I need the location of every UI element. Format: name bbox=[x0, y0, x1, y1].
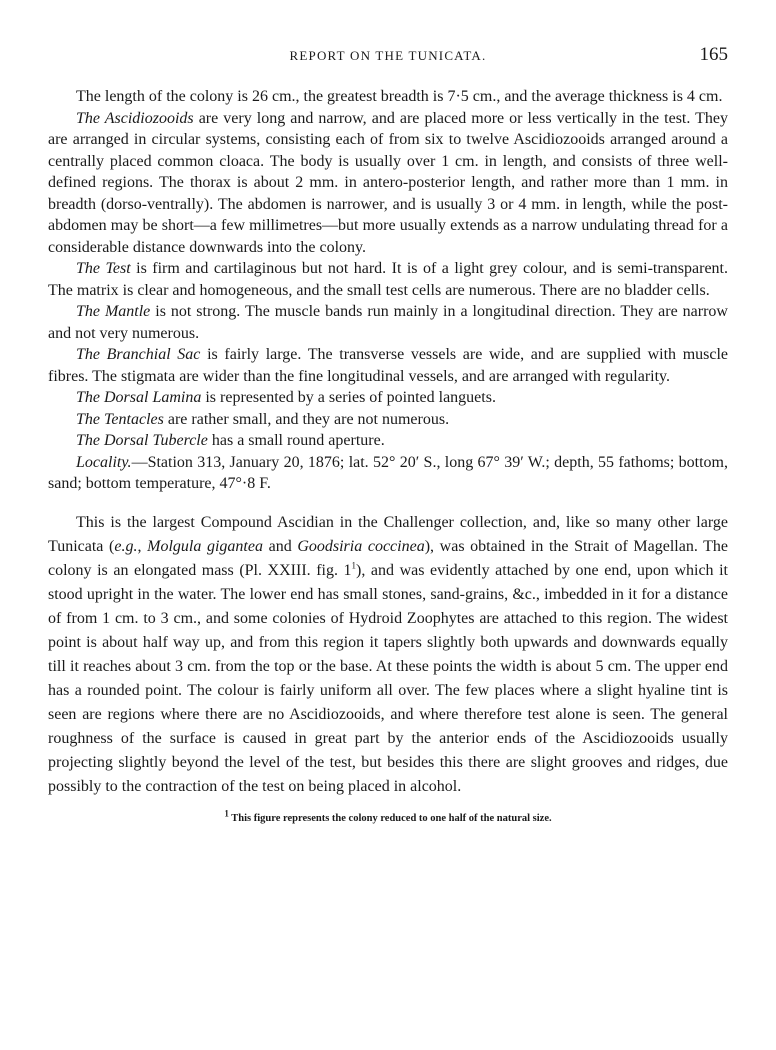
heading-tentacles: The Tentacles bbox=[76, 410, 164, 428]
paragraph-colony-size: The length of the colony is 26 cm., the greatest breadth is 7·5 cm., and the average thickness is 4 cm. bbox=[76, 88, 723, 105]
heading-dorsal-lamina: The Dorsal Lamina bbox=[76, 389, 202, 406]
text-branchial-sac: is fairly large. The transverse vessels are wide, and are supplied with muscle fibres. The stigmata are wider than the fine longitudinal vessels, and are arranged with regularity. bbox=[48, 346, 729, 385]
text-dorsal-lamina: is represented by a series of pointed languets. bbox=[201, 389, 496, 406]
body-text bbox=[48, 86, 728, 824]
text-ascidiozooids: are very long and narrow, and are placed more or less vertically in the test. They are arranged in circular systems, consisting each of from six to twelve Ascidiozooids arranged around a centrally placed common cloaca. The body is usually over 1 cm. in length, and consists of three well-defined regions. The thorax is about 2 mm. in antero-posterior length, and rather more than 1 mm. in breadth (dorso-ventrally). The abdomen is narrower, and is usually 3 or 4 mm. in length, while the post-abdomen may be short—a few millimetres—but more usually extends as a narrow undulating thread for a considerable distance downwards into the colony. bbox=[48, 109, 728, 256]
discussion-text-1: This is the largest Compound Ascidian in the Challenger collection, and, like so many other large Tunicata ( bbox=[48, 513, 728, 555]
page-number: 165 bbox=[699, 44, 728, 65]
paragraph-ascidiozooids bbox=[48, 108, 728, 259]
abbrev-eg: e.g. bbox=[114, 537, 138, 555]
discussion-separator: , bbox=[137, 537, 148, 555]
heading-locality: Locality. bbox=[76, 453, 132, 471]
heading-test: The Test bbox=[76, 260, 131, 277]
discussion-text-3: ), and was evidently attached by one end, upon which it stood upright in the water. The lower end has small stones, sand-grains, &c., imbedded in it for a distance of from 1 cm. to 3 cm., and some colonies of Hydroid Zoophytes are attached to this region. The widest point is about half way up, and from this region it tapers slightly both upwards and downwards equally till it reaches about 3 cm. from the top or the base. At these points the width is about 5 cm. The upper end has a rounded point. The colour is fairly uniform all over. The few places where a slight hyaline tint is seen are regions where there are no Ascidiozooids, and where therefore test alone is seen. The general roughness of the surface is caused in great part by the anterior ends of the Ascidiozooids usually projecting slightly beyond the level of the test, but besides this there are slight grooves and ridges, due possibly to the contraction of the test on being placed in alcohol. bbox=[48, 561, 728, 795]
heading-branchial-sac: The Branchial Sac bbox=[76, 346, 201, 363]
footnote-text: This figure represents the colony reduced to one half of the natural size. bbox=[228, 812, 552, 824]
running-head: REPORT ON THE TUNICATA. bbox=[289, 48, 487, 63]
paragraph-branchial-sac bbox=[48, 344, 728, 387]
paragraph-tentacles bbox=[48, 409, 728, 431]
heading-dorsal-tubercle: The Dorsal Tubercle bbox=[76, 432, 208, 449]
text-dorsal-tubercle: has a small round aperture. bbox=[207, 432, 385, 449]
paragraph-mantle bbox=[48, 301, 728, 344]
species-molgula-gigantea: Molgula gigantea bbox=[147, 537, 263, 555]
paragraph-dorsal-lamina bbox=[48, 387, 728, 409]
discussion-text-2: ), was obtained in the Strait of Magellan. The colony is an elongated mass (Pl. XXIII. fig. 1 bbox=[48, 537, 729, 579]
text-locality: —Station 313, January 20, 1876; lat. 52° 20′ S., long 67° 39′ W.; depth, 55 fathoms; bottom, sand; bottom temperature, 47°·8 F. bbox=[48, 453, 728, 492]
footnote bbox=[48, 808, 728, 824]
paragraph-discussion bbox=[48, 511, 728, 799]
discussion-conjunction: and bbox=[262, 537, 298, 555]
paragraph-test bbox=[48, 258, 728, 301]
section-gap bbox=[48, 495, 728, 511]
text-mantle: is not strong. The muscle bands run mainly in a longitudinal direction. They are narrow and not very numerous. bbox=[48, 303, 728, 342]
paragraph-dorsal-tubercle bbox=[48, 430, 728, 452]
text-test: is firm and cartilaginous but not hard. It is of a light grey colour, and is semi-transparent. The matrix is clear and homogeneous, and the small test cells are numerous. There are no bladder cells. bbox=[48, 260, 729, 299]
species-goodsiria-coccinea: Goodsiria coccinea bbox=[297, 537, 425, 555]
heading-ascidiozooids: The Ascidiozooids bbox=[76, 109, 194, 127]
footnote-reference: 1 bbox=[351, 560, 357, 571]
heading-mantle: The Mantle bbox=[76, 303, 151, 320]
footnote-marker: 1 bbox=[224, 808, 229, 818]
page-header bbox=[48, 44, 728, 68]
paragraph-locality bbox=[48, 452, 728, 495]
text-tentacles: are rather small, and they are not numerous. bbox=[163, 410, 450, 428]
